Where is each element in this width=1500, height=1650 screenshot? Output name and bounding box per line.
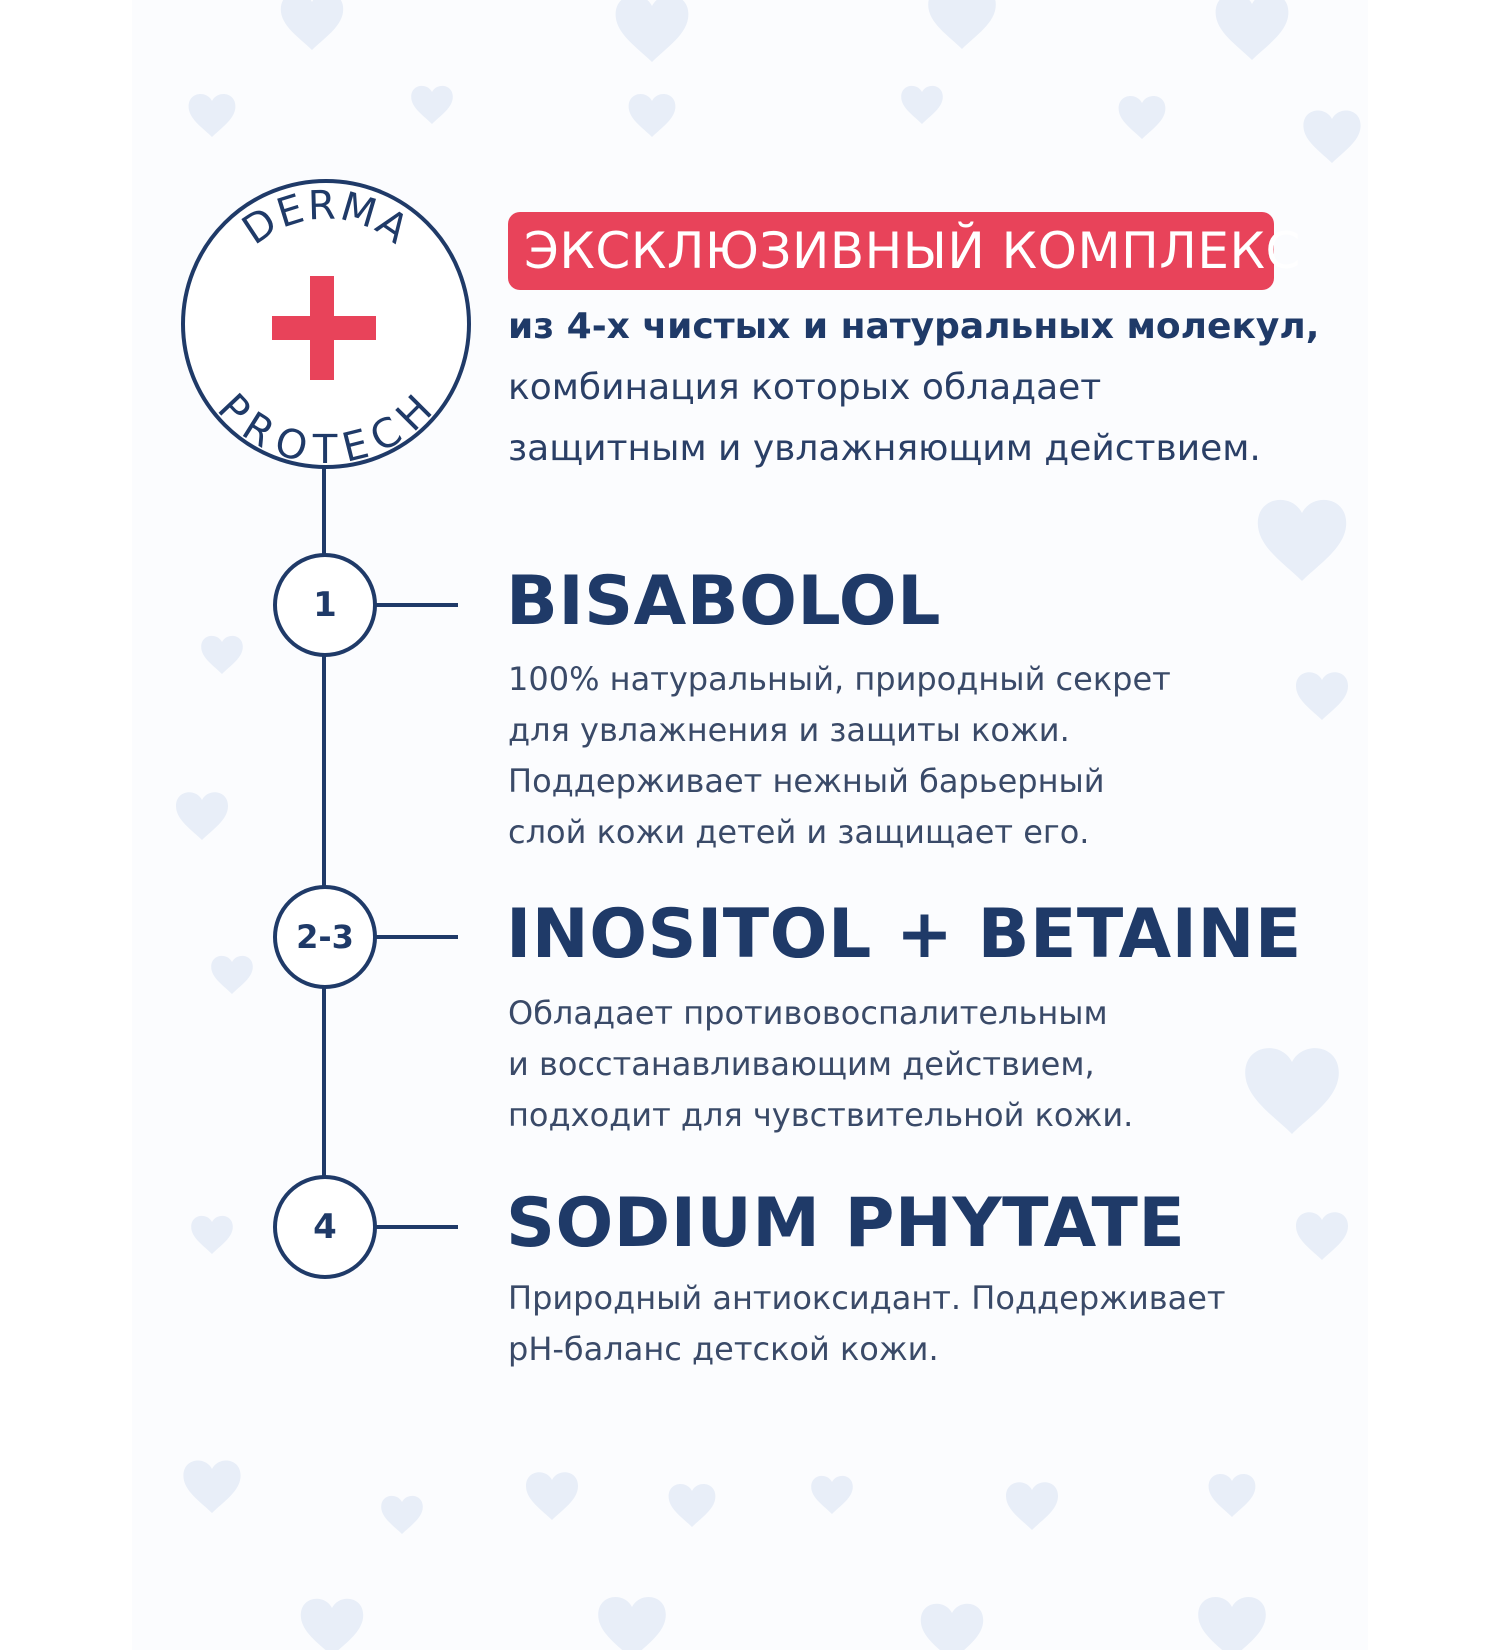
exclusive-complex-label: ЭКСКЛЮЗИВНЫЙ КОМПЛЕКС <box>508 212 1274 290</box>
intro-text <box>508 296 1368 479</box>
derma-protech-badge <box>176 174 476 474</box>
badge-top-text: DERMA <box>234 182 418 255</box>
ingredient-title: BISABOLOL <box>506 562 941 641</box>
ingredient-description <box>508 988 1308 1141</box>
description-line: 100% натуральный, природный секрет <box>508 660 1171 698</box>
intro-bold-line: из 4-х чистых и натуральных молекул, <box>508 306 1320 347</box>
ingredient-title: INOSITOL + BETAINE <box>506 895 1302 974</box>
description-line: и восстанавливающим действием, <box>508 1045 1095 1083</box>
intro-line: защитным и увлажняющим действием. <box>508 428 1261 469</box>
description-line: Природный антиоксидант. Поддерживает <box>508 1279 1226 1317</box>
description-line: слой кожи детей и защищает его. <box>508 813 1090 851</box>
badge-bottom-text: PROTECH <box>208 384 443 473</box>
ingredient-title: SODIUM PHYTATE <box>506 1184 1186 1263</box>
description-line: подходит для чувствительной кожи. <box>508 1096 1134 1134</box>
ingredient-description <box>508 1273 1308 1375</box>
description-line: Обладает противовоспалительным <box>508 994 1108 1032</box>
step-number: 4 <box>313 1207 337 1247</box>
description-line: для увлажнения и защиты кожи. <box>508 711 1070 749</box>
description-line: pH-баланс детской кожи. <box>508 1330 939 1368</box>
step-number: 2-3 <box>296 918 354 956</box>
description-line: Поддерживает нежный барьерный <box>508 762 1105 800</box>
ingredient-description <box>508 654 1308 858</box>
intro-line: комбинация которых обладает <box>508 367 1102 408</box>
step-number: 1 <box>313 585 337 625</box>
